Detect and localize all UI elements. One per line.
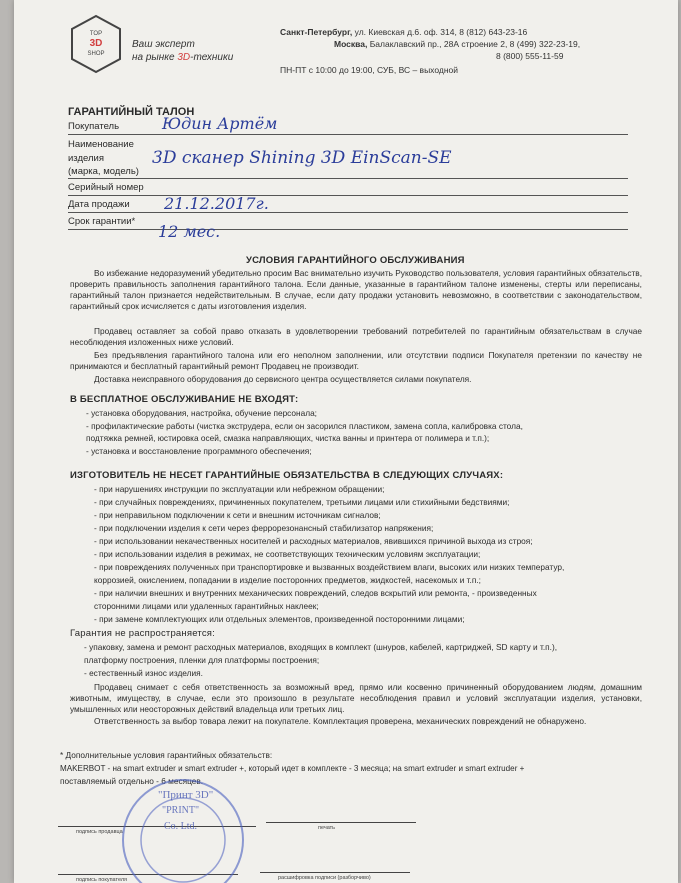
contacts-block [280, 26, 580, 76]
buyer-line [68, 134, 628, 135]
responsibility-p2: Ответственность за выбор товара лежит на покупателе. Комплектация проверена, механических повреждений не обнаружено. [94, 716, 587, 726]
slogan-line-2: на рынке 3D-техники [132, 52, 234, 63]
not-included-title: В БЕСПЛАТНОЕ ОБСЛУЖИВАНИЕ НЕ ВХОДЯТ: [70, 394, 299, 405]
logo-3d: 3D [89, 38, 103, 49]
not-included-item: - установка и восстановление программного обеспечения; [86, 446, 312, 456]
term-label: Срок гарантии* [68, 216, 136, 227]
decode-signature-line [260, 872, 410, 873]
liability-item: - при использовании изделия в режимах, не соответствующих техническим условиям эксплуатации; [94, 549, 481, 559]
liability-item: коррозией, окислением, попадании в изделие посторонних предметов, жидкостей, насекомых и т.п.; [94, 575, 481, 585]
free-phone: 8 (800) 555-11-59 [496, 51, 564, 61]
date-line [68, 212, 628, 213]
not-included-item: - профилактические работы (чистка экструдера, если он засорился пластиком, замена сопла, калибровка стола, [86, 421, 523, 431]
stamp-label: печать [318, 825, 336, 831]
slogan-line-1: Ваш эксперт [132, 39, 195, 50]
serial-label: Серийный номер [68, 182, 144, 193]
liability-item: - при случайных повреждениях, причиненных покупателем, третьими лицами или стихийными бедствиями; [94, 497, 510, 507]
conditions-p1: Во избежание недоразумений убедительно просим Вас внимательно изучить Руководство пользователя, условия гарантийных обязательств, проверить правильность заполнения гарантийного талона. Если данные, указанные в гарантийном талоне изменены, стерты или переписаны, гарантийный талон признается недействительным. В случае, если дату продажи установить невозможно, в соответствии с законодательством, гарантийный срок исчисляется с даты изготовления изделия. [70, 268, 642, 311]
liability-item: - при повреждениях полученных при транспортировке и вызванных воздействием влаги, высоких или низких температур, [94, 562, 565, 572]
date-value: 21.12.2017г. [164, 194, 269, 213]
logo-top: TOP [89, 31, 103, 37]
shop-logo [70, 14, 122, 74]
stamp-line-2: "PRINT" [162, 805, 200, 816]
extra-line-2: поставляемый отдельно - 6 месяцев. [60, 776, 204, 786]
liability-item: - при использовании некачественных носителей и расходных материалов, явившихся причиной выхода из строя; [94, 536, 533, 546]
stamp-line-3: Co. Ltd. [164, 821, 198, 832]
logo-shop: SHOP [87, 51, 105, 57]
conditions-p3: Без предъявления гарантийного талона или его неполном заполнении, или отсутствии подписи Покупателя претензии по качеству не принимаются и бесплатный гарантийный ремонт Продавец не производит. [70, 350, 642, 371]
spb-address: Санкт-Петербург, ул. Киевская д.6. оф. 314, 8 (812) 643-23-16 [280, 27, 528, 37]
conditions-p2: Продавец оставляет за собой право отказать в удовлетворении требований потребителей по гарантийным обязательствам в случае несоблюдения изложенных ниже условий. [70, 326, 642, 347]
stamp-line-1: "Принт 3D" [158, 789, 214, 801]
responsibility-p1: Продавец снимает с себя ответственность за возможный вред, прямо или косвенно причиненный оборудованием людям, домашним животным, имуществу, в случае, если это произошло в результате несоблюдения правил и условий эксплуатации изделия, установки, умышленных или неосторожных действий владельца или третьих лиц. [70, 682, 642, 714]
conditions-title: УСЛОВИЯ ГАРАНТИЙНОГО ОБСЛУЖИВАНИЯ [246, 255, 465, 266]
not-included-item: подтяжка ремней, юстировка осей, смазка направляющих, чистка ванны и принтера от полимера и т.п.); [86, 433, 490, 443]
buyer-signature-label: подпись покупателя [76, 877, 128, 883]
liability-item: сторонними лицами или удаленных гарантийных наклеек; [94, 601, 319, 611]
buyer-value: Юдин Артём [162, 114, 278, 133]
liability-item: - при замене комплектующих или отдельных элементов, произведенной посторонними лицами; [94, 614, 465, 624]
extra-line-1: MAKERBOT - на smart extruder и smart extruder +, который идет в комплекте - 3 месяца; на smart extruder и smart extruder + [60, 764, 525, 773]
company-stamp [118, 775, 248, 883]
not-covered-item: платформу построения, пленки для платформы построения; [84, 655, 320, 665]
buyer-label: Покупатель [68, 121, 120, 132]
term-value: 12 мес. [158, 222, 221, 241]
product-label-2: изделия [68, 153, 104, 164]
liability-item: - при неправильном подключении к сети и внешним источникам сигналов; [94, 510, 381, 520]
date-label: Дата продажи [68, 199, 130, 210]
not-covered-title: Гарантия не распространяется: [70, 628, 215, 639]
seller-signature-label: подпись продавца [76, 829, 123, 835]
msk-address: Москва, Балаклавский пр., 28А строение 2, 8 (499) 322-23-19, [334, 39, 581, 49]
decode-signature-label: расшифровка подписи (разборчиво) [278, 875, 371, 881]
liability-item: - при подключении изделия к сети через феррорезонансный стабилизатор напряжения; [94, 523, 434, 533]
conditions-p4: Доставка неисправного оборудования до сервисного центра осуществляется силами покупателя. [94, 374, 472, 384]
extra-title: * Дополнительные условия гарантийных обязательств: [60, 750, 273, 760]
product-value: 3D сканер Shining 3D EinScan-SE [152, 148, 452, 168]
not-covered-item: - естественный износ изделия. [84, 668, 203, 678]
liability-item: - при наличии внешних и внутренних механических повреждений, следов вскрытий или ремонта, - произведенных [94, 588, 537, 598]
slogan [132, 38, 233, 64]
warranty-title: ГАРАНТИЙНЫЙ ТАЛОН [68, 106, 195, 118]
warranty-sheet [14, 0, 678, 883]
not-included-item: - установка оборудования, настройка, обучение персонала; [86, 408, 317, 418]
product-label-1: Наименование [68, 139, 134, 150]
not-covered-item: - упаковку, замена и ремонт расходных материалов, входящих в комплект (шнуров, кабелей, картриджей, SD карту и т.п.), [84, 642, 558, 652]
term-line [68, 229, 628, 230]
product-label-3: (марка, модель) [68, 166, 139, 177]
work-hours: ПН-ПТ с 10:00 до 19:00, СУБ, ВС – выходной [280, 65, 459, 75]
product-line [68, 178, 628, 179]
liability-title: ИЗГОТОВИТЕЛЬ НЕ НЕСЕТ ГАРАНТИЙНЫЕ ОБЯЗАТЕЛЬСТВА В СЛЕДУЮЩИХ СЛУЧАЯХ: [70, 470, 504, 481]
serial-line [68, 195, 628, 196]
liability-item: - при нарушениях инструкции по эксплуатации или небрежном обращении; [94, 484, 385, 494]
stamp-line [266, 822, 416, 823]
